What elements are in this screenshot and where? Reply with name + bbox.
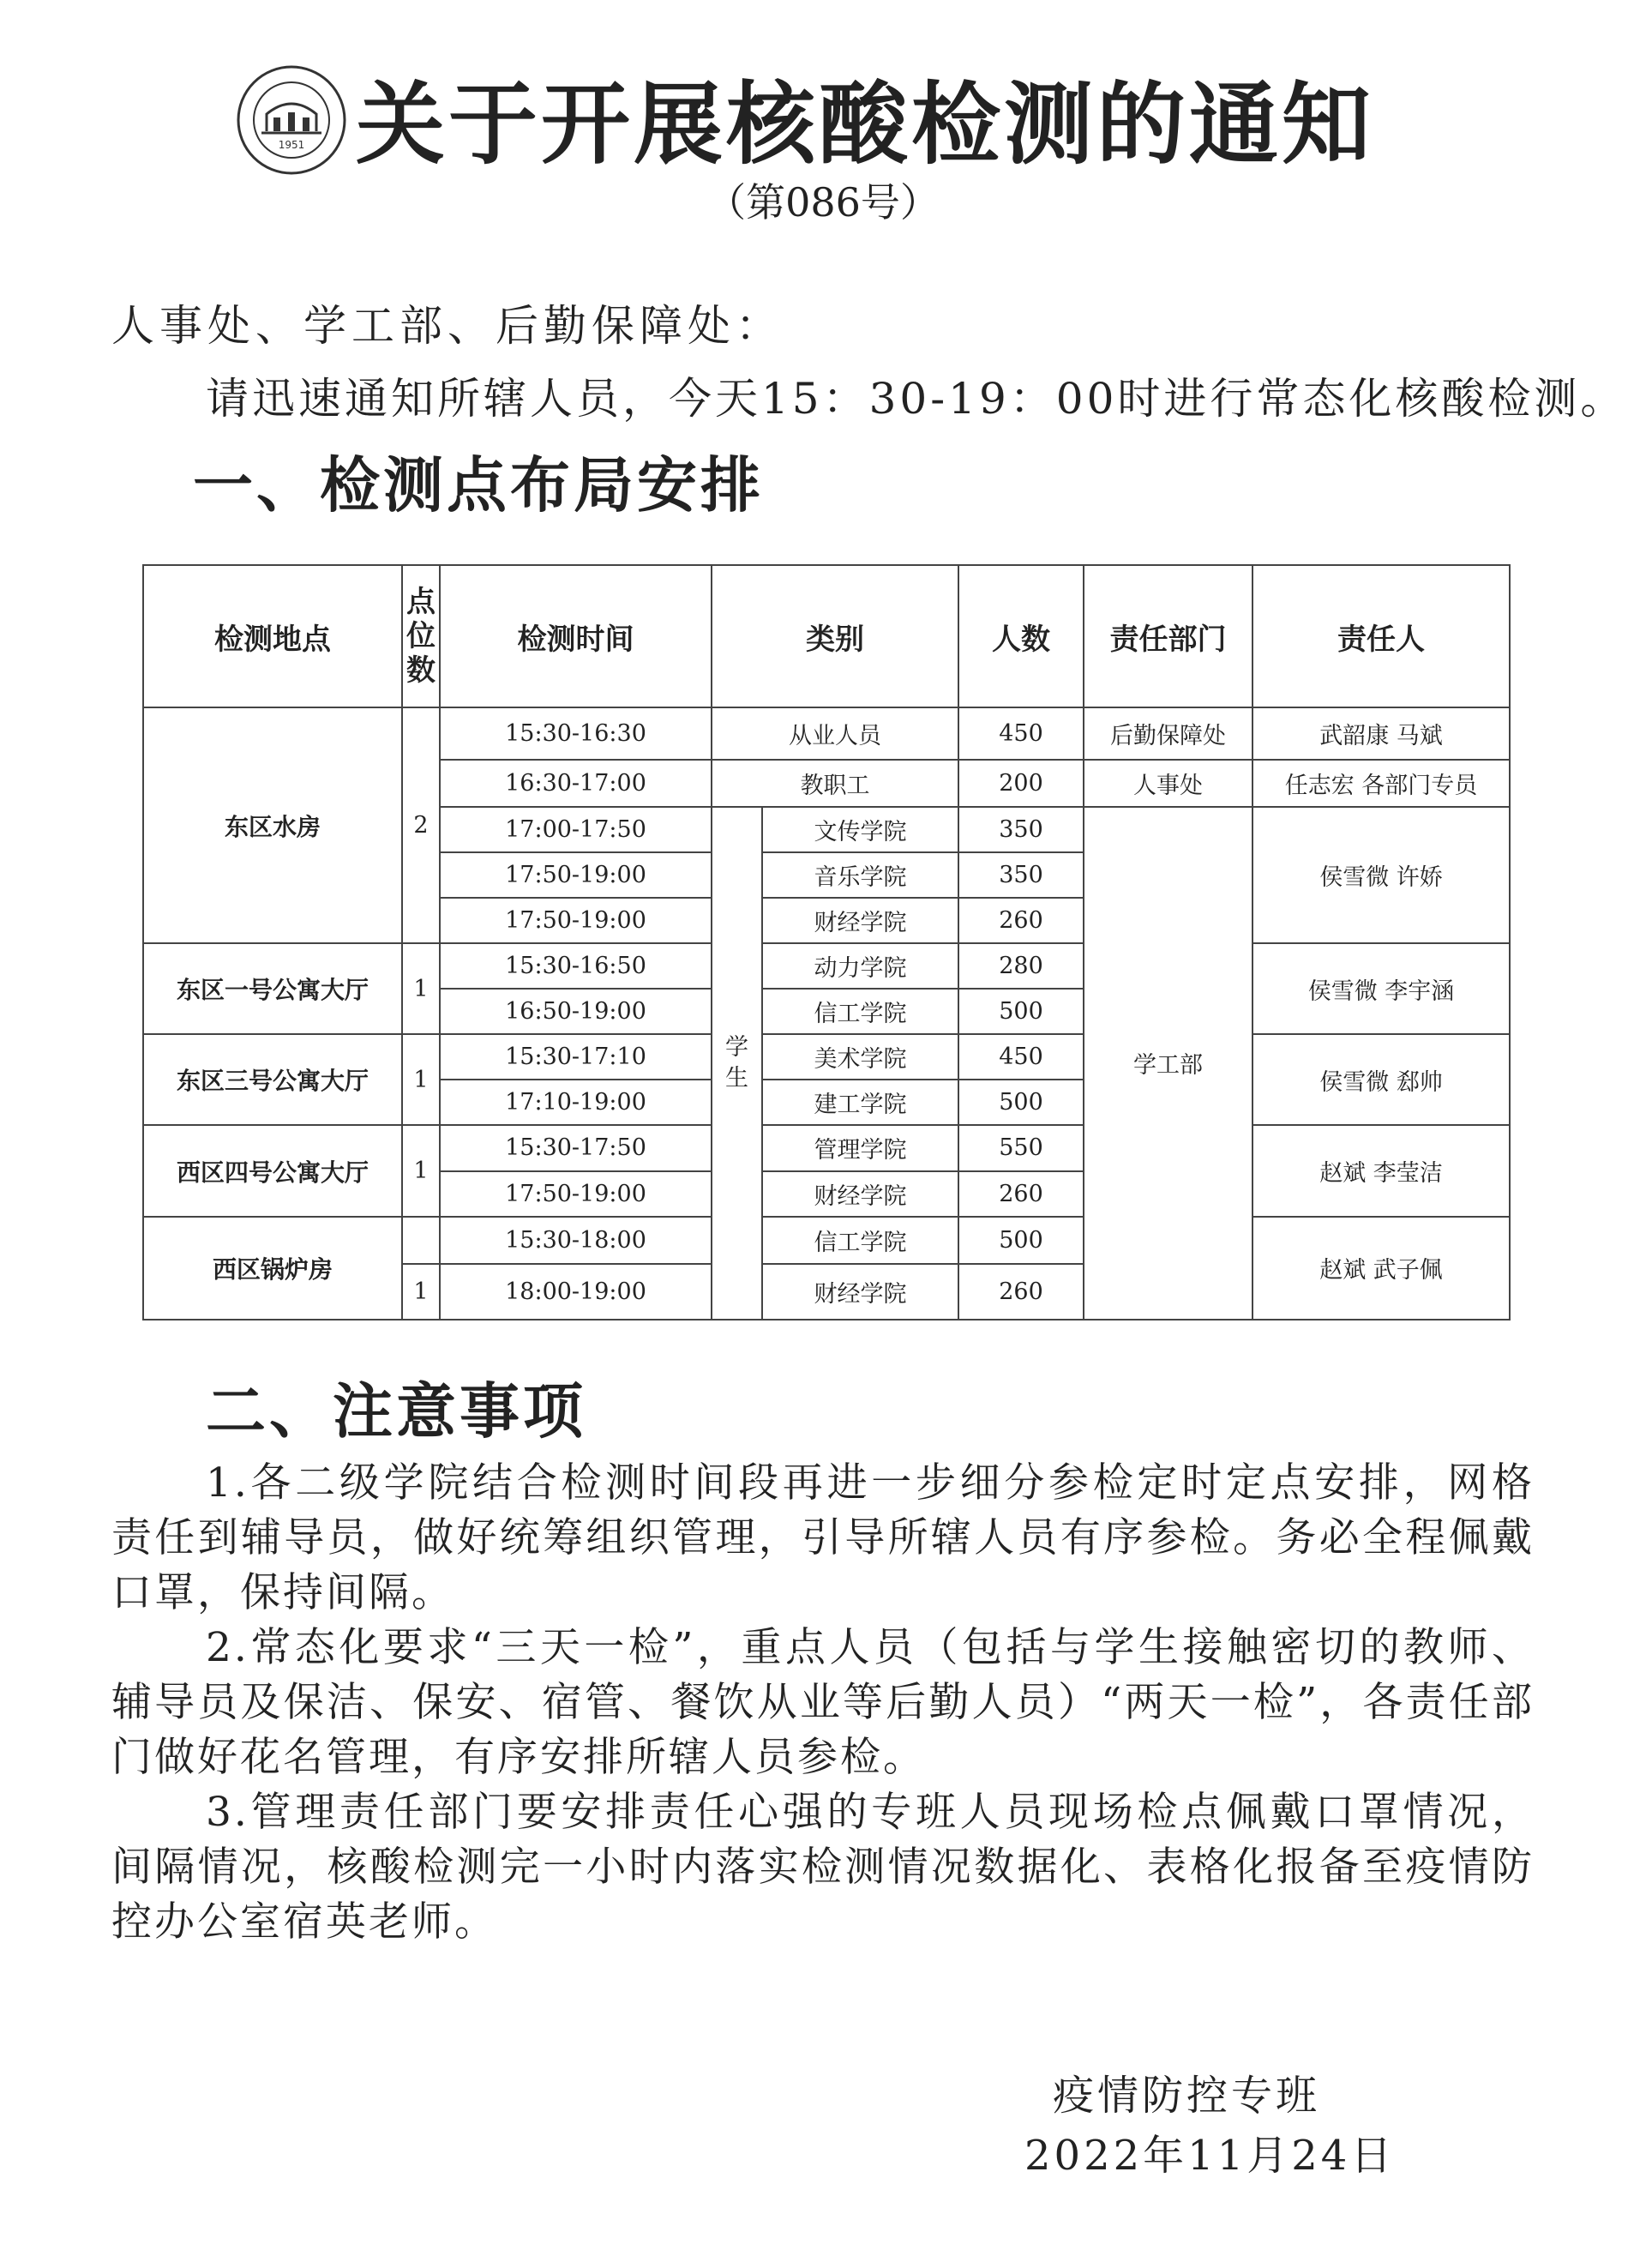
category-cell: 从业人员 [712, 707, 958, 759]
note-text: 2.常态化要求“三天一检”，重点人员（包括与学生接触密切的教师、辅导员及保洁、保安、宿管、餐饮从业等后勤人员）“两天一检”，各责任部门做好花名管理，有序安排所辖人员参检。 [111, 1624, 1535, 1781]
count-cell: 350 [958, 852, 1084, 898]
category-cell: 信工学院 [762, 1217, 958, 1264]
time-cell: 15:30-16:50 [440, 943, 712, 989]
signature-org: 疫情防控专班 [1053, 2072, 1321, 2120]
points-cell: 2 [402, 707, 440, 943]
time-cell: 15:30-18:00 [440, 1217, 712, 1264]
issue-number: （第086号） [706, 179, 940, 226]
category-cell: 信工学院 [762, 989, 958, 1034]
category-cell: 动力学院 [762, 943, 958, 989]
location-cell: 西区四号公寓大厅 [143, 1125, 402, 1216]
table-row [143, 943, 1510, 989]
person-cell: 赵斌 武子佩 [1253, 1217, 1510, 1320]
dept-cell: 后勤保障处 [1084, 707, 1253, 759]
university-seal-icon [236, 64, 347, 176]
student-label: 学生 [725, 1033, 748, 1092]
person-cell: 任志宏 各部门专员 [1253, 760, 1510, 807]
points-cell: 1 [402, 943, 440, 1034]
category-cell: 美术学院 [762, 1034, 958, 1080]
note-text: 3.管理责任部门要安排责任心强的专班人员现场检点佩戴口罩情况，间隔情况，核酸检测完一小时内落实检测情况数据化、表格化报备至疫情防控办公室宿英老师。 [111, 1789, 1535, 1946]
header-time: 检测时间 [440, 565, 712, 707]
person-cell: 赵斌 李莹洁 [1253, 1125, 1510, 1216]
header-points-text: 点位数 [406, 585, 436, 689]
points-cell: 1 [402, 1034, 440, 1125]
count-cell: 260 [958, 1264, 1084, 1320]
addressee: 人事处、学工部、后勤保障处： [111, 301, 784, 351]
person-cell: 武韶康 马斌 [1253, 707, 1510, 759]
time-cell: 15:30-17:10 [440, 1034, 712, 1080]
table-row [143, 1217, 1510, 1264]
header-location: 检测地点 [143, 565, 402, 707]
table-row [143, 707, 1510, 759]
section-title-layout: 一、检测点布局安排 [193, 450, 764, 520]
section-title-notes: 二、注意事项 [206, 1376, 586, 1447]
count-cell: 550 [958, 1125, 1084, 1170]
count-cell: 280 [958, 943, 1084, 989]
table-header-row [143, 565, 1510, 707]
category-cell: 财经学院 [762, 1264, 958, 1320]
note-text: 1.各二级学院结合检测时间段再进一步细分参检定时定点安排，网格责任到辅导员，做好统筹组织管理，引导所辖人员有序参检。务必全程佩戴口罩，保持间隔。 [111, 1459, 1535, 1616]
category-cell: 财经学院 [762, 1171, 958, 1217]
category-cell: 财经学院 [762, 898, 958, 943]
time-cell: 17:50-19:00 [440, 1171, 712, 1217]
category-cell: 建工学院 [762, 1080, 958, 1125]
category-cell: 文传学院 [762, 807, 958, 852]
count-cell: 260 [958, 1171, 1084, 1217]
count-cell: 200 [958, 760, 1084, 807]
time-cell: 15:30-16:30 [440, 707, 712, 759]
points-cell: 1 [402, 1264, 440, 1320]
header-person: 责任人 [1253, 565, 1510, 707]
count-cell: 260 [958, 898, 1084, 943]
points-cell: 1 [402, 1125, 440, 1216]
count-cell: 450 [958, 707, 1084, 759]
location-cell: 东区水房 [143, 707, 402, 943]
category-cell: 音乐学院 [762, 852, 958, 898]
time-cell: 17:50-19:00 [440, 852, 712, 898]
category-cell: 管理学院 [762, 1125, 958, 1170]
count-cell: 500 [958, 1080, 1084, 1125]
seal-year: 1951 [278, 139, 305, 151]
time-cell: 16:30-17:00 [440, 760, 712, 807]
count-cell: 500 [958, 989, 1084, 1034]
count-cell: 450 [958, 1034, 1084, 1080]
signature-date: 2022年11月24日 [1024, 2132, 1396, 2180]
schedule-table [142, 564, 1511, 1320]
header-category: 类别 [712, 565, 958, 707]
count-cell: 350 [958, 807, 1084, 852]
location-cell: 东区三号公寓大厅 [143, 1034, 402, 1125]
header-count: 人数 [958, 565, 1084, 707]
location-cell: 西区锅炉房 [143, 1217, 402, 1320]
note-item [111, 1785, 1535, 1950]
time-cell: 16:50-19:00 [440, 989, 712, 1034]
person-cell: 侯雪微 李宇涵 [1253, 943, 1510, 1034]
table-row [143, 1034, 1510, 1080]
category-cell: 教职工 [712, 760, 958, 807]
time-cell: 17:10-19:00 [440, 1080, 712, 1125]
person-cell: 侯雪微 郄帅 [1253, 1034, 1510, 1125]
person-cell: 侯雪微 许娇 [1253, 807, 1510, 943]
dept-cell: 人事处 [1084, 760, 1253, 807]
location-cell: 东区一号公寓大厅 [143, 943, 402, 1034]
points-cell-empty [402, 1217, 440, 1264]
header-points [402, 565, 440, 707]
table-row [143, 1125, 1510, 1170]
note-item [111, 1456, 1535, 1621]
intro-paragraph: 请迅速通知所辖人员，今天15：30-19：00时进行常态化核酸检测。 [206, 374, 1627, 424]
time-cell: 17:00-17:50 [440, 807, 712, 852]
note-item [111, 1621, 1535, 1785]
count-cell: 500 [958, 1217, 1084, 1264]
page-title: 关于开展核酸检测的通知 [356, 71, 1375, 177]
document-header [0, 64, 1646, 184]
time-cell: 18:00-19:00 [440, 1264, 712, 1320]
header-dept: 责任部门 [1084, 565, 1253, 707]
student-label-cell [712, 807, 762, 1320]
time-cell: 17:50-19:00 [440, 898, 712, 943]
dept-cell: 学工部 [1084, 807, 1253, 1320]
time-cell: 15:30-17:50 [440, 1125, 712, 1170]
